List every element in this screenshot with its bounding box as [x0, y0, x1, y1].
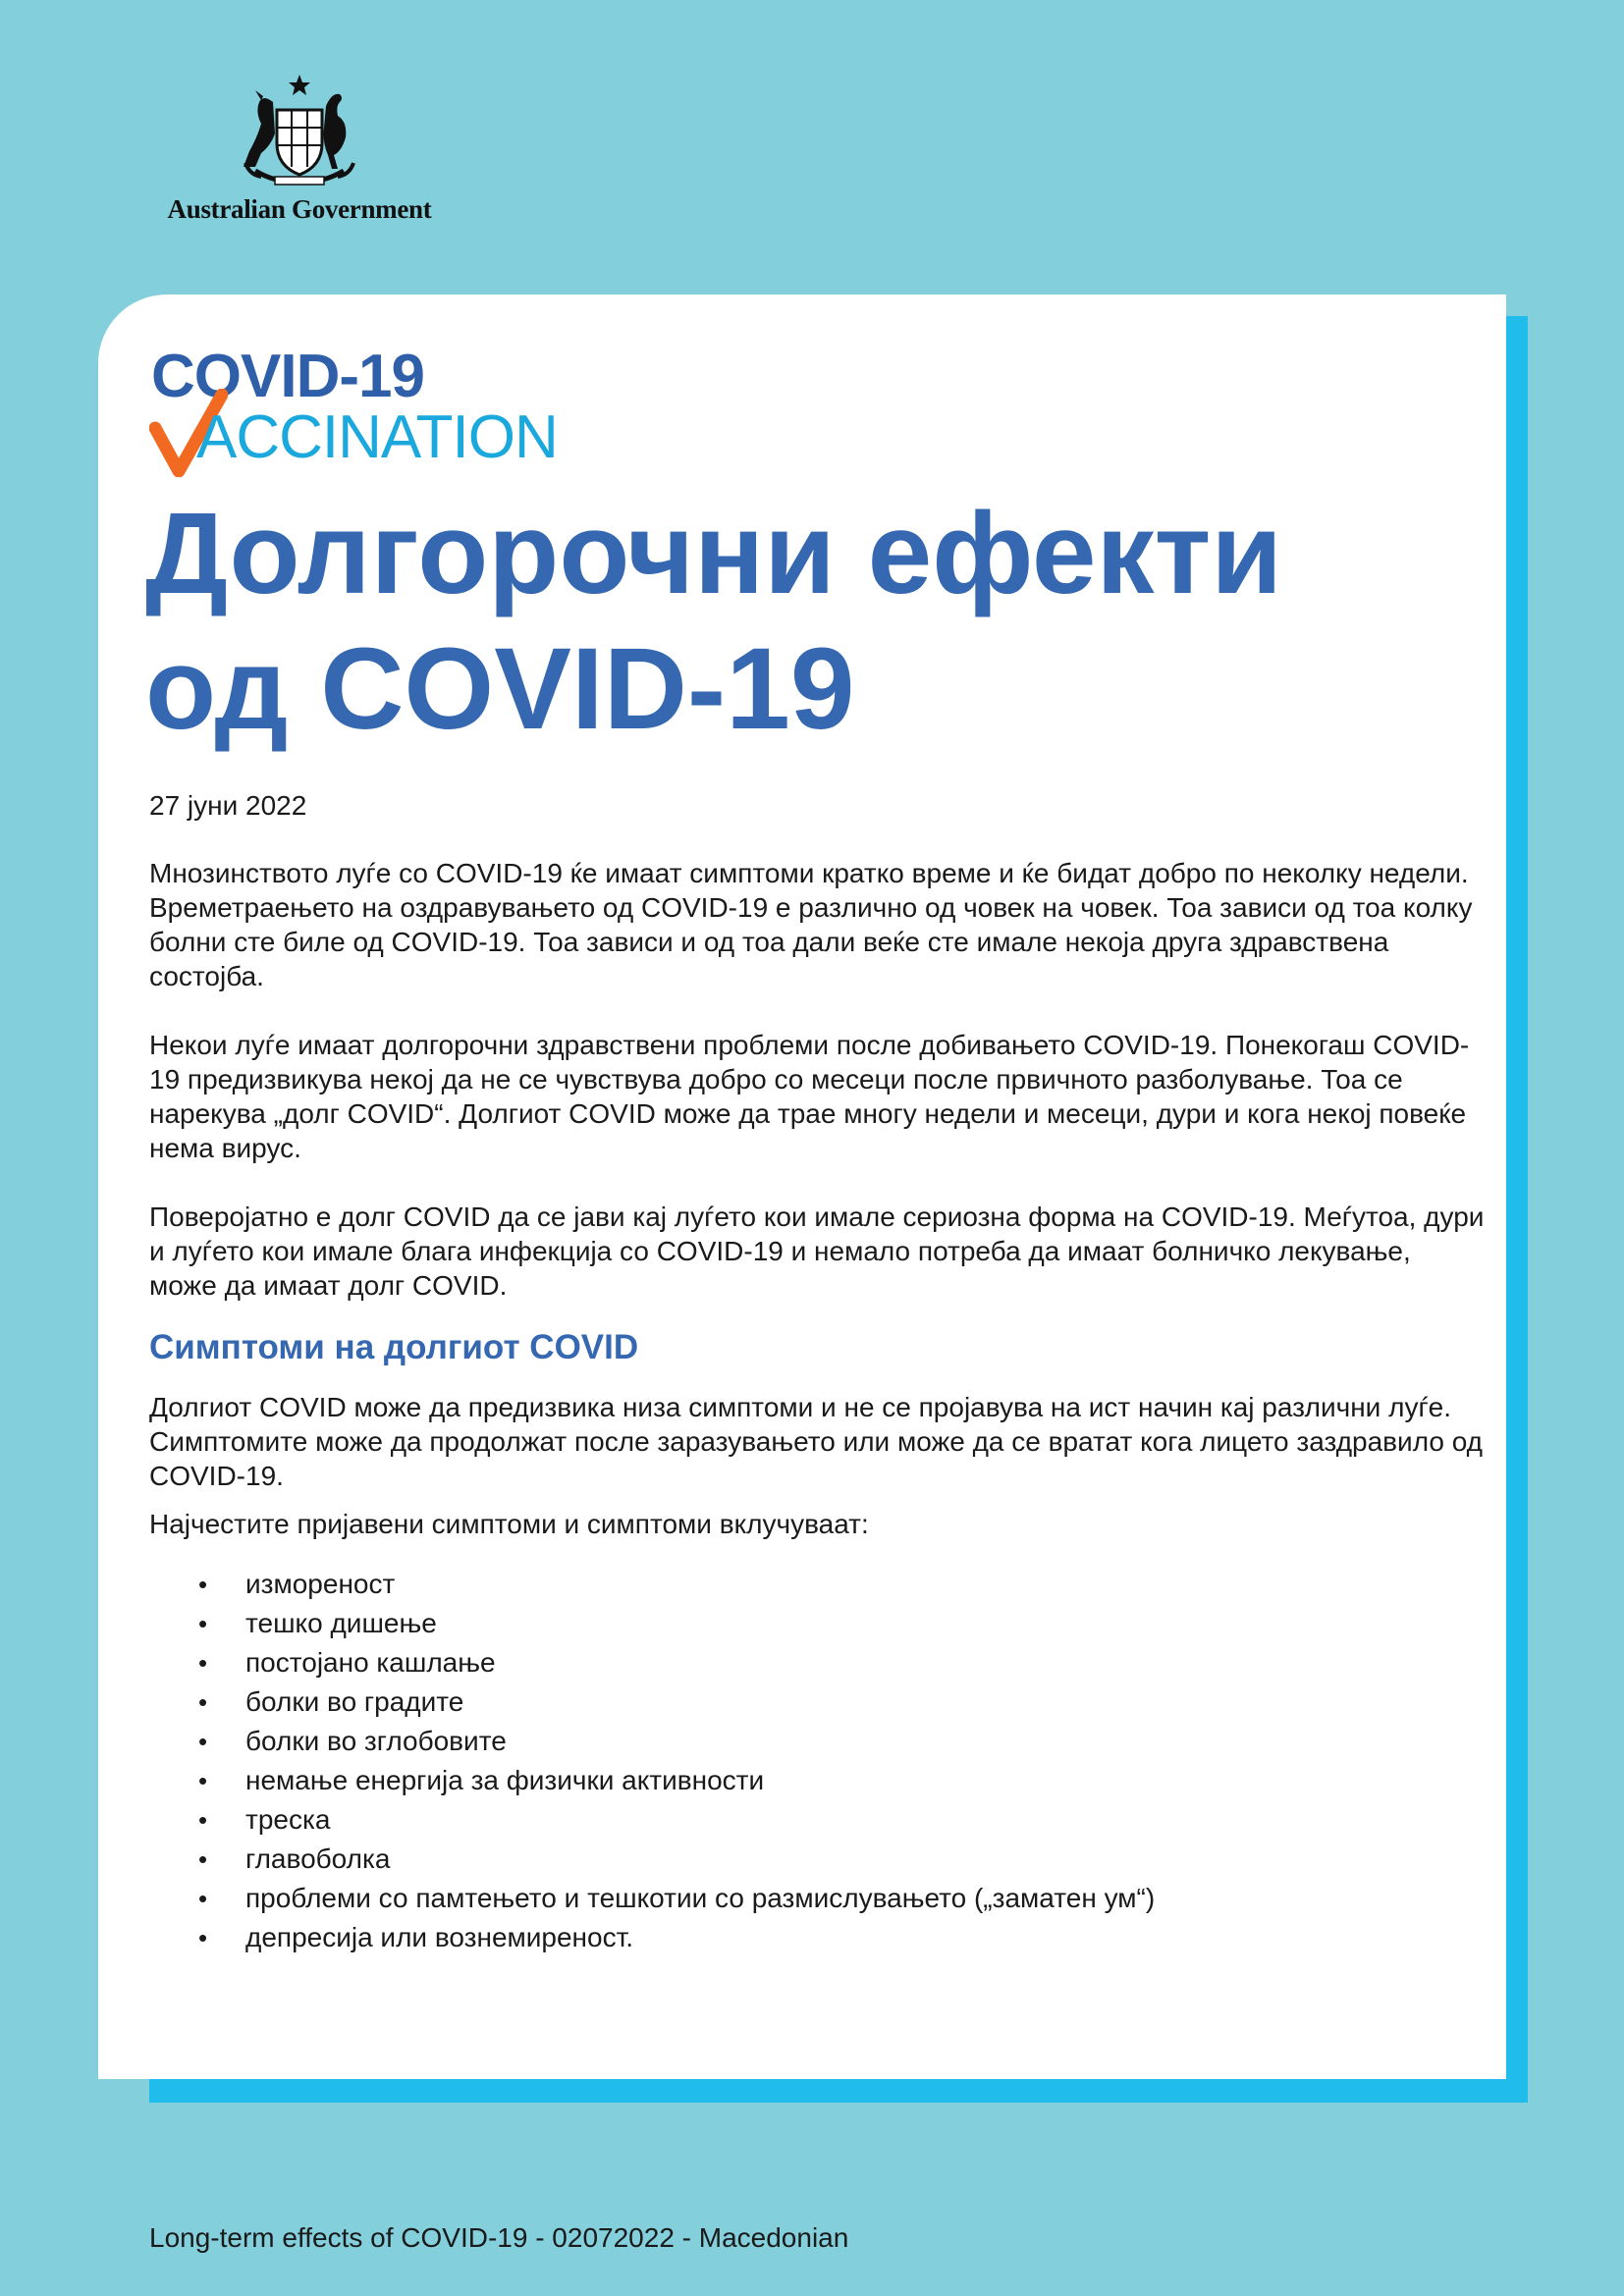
covid-vaccination-logo [149, 342, 601, 469]
bullet-icon: • [198, 1727, 208, 1756]
bullet-icon: • [198, 1844, 208, 1874]
document-body [149, 788, 1485, 1957]
brand-line1: COVID-19 [151, 343, 424, 410]
bullet-icon: • [198, 1570, 208, 1599]
bullet-icon: • [198, 1648, 208, 1678]
bullet-icon: • [198, 1766, 208, 1795]
coat-of-arms-icon [216, 73, 383, 190]
title-line2: од COVID-19 [145, 624, 855, 754]
footer-document-id: Long-term effects of COVID-19 - 02072022 - Macedonian [149, 2222, 849, 2253]
paragraph-intro: Мнозинството луѓе со COVID-19 ќе имаат симптоми кратко време и ќе бидат добро по неколку недели. Времетраењето на оздравувањето од COVID-19 е различно од човек на човек. Тоа зависи од тоа колку болни сте биле од COVID-19. Тоа зависи и од тоа дали веќе сте имале некоја друга здравствена состојба. [149, 858, 1473, 991]
paragraph-symptoms-list-intro: Најчестите пријавени симптоми и симптоми вклучуваат: [149, 1509, 869, 1539]
australian-government-logo [147, 73, 452, 240]
list-item: • треска [149, 1800, 1485, 1840]
publication-date: 27 јуни 2022 [149, 790, 307, 821]
bullet-icon: • [198, 1805, 208, 1835]
list-item: • болки во градите [149, 1682, 1485, 1722]
bullet-icon: • [198, 1687, 208, 1717]
list-item: • депресија или вознемиреност. [149, 1918, 1485, 1957]
list-item: • измореност [149, 1565, 1485, 1604]
list-item: • тешко дишење [149, 1604, 1485, 1643]
brand-line2: ACCINATION [196, 403, 558, 471]
paragraph-long-covid: Некои луѓе имаат долгорочни здравствени проблеми после добивањето COVID-19. Понекогаш COVID-19 предизвикува некој да не се чувствува добро со месеци после првичното разболување. Тоа се нарекува „долг COVID“. Долгиот COVID може да трае многу недели и месеци, дури и кога некој повеќе нема вирус. [149, 1030, 1470, 1163]
paragraph-symptoms-intro: Долгиот COVID може да предизвика низа симптоми и не се пројавува на ист начин кај различни луѓе. Симптомите може да продолжат после заразувањето или може да се вратат кога лицето заздравило од COVID-19. [149, 1392, 1483, 1491]
page-title [145, 486, 1451, 757]
symptoms-list [149, 1565, 1485, 1957]
bullet-icon: • [198, 1884, 208, 1913]
title-line1: Долгорочни ефекти [145, 489, 1282, 618]
paragraph-risk: Поверојатно е долг COVID да се јави кај луѓето кои имале сериозна форма на COVID-19. Меѓутоа, дури и луѓето кои имале блага инфекција со COVID-19 и немало потреба да имаат болничко лекување, може да имаат долг COVID. [149, 1201, 1485, 1301]
list-item: • болки во зглобовите [149, 1722, 1485, 1761]
government-name: Australian Government [167, 194, 432, 224]
bullet-icon: • [198, 1609, 208, 1638]
list-item: • проблеми со памтењето и тешкотии со размислувањето („заматен ум“) [149, 1879, 1485, 1918]
list-item: • немање енергија за физички активности [149, 1761, 1485, 1800]
list-item: • постојано кашлање [149, 1643, 1485, 1682]
bullet-icon: • [198, 1923, 208, 1952]
section-heading-symptoms: Симптоми на долгиот COVID [149, 1328, 639, 1366]
list-item: • главоболка [149, 1840, 1485, 1879]
